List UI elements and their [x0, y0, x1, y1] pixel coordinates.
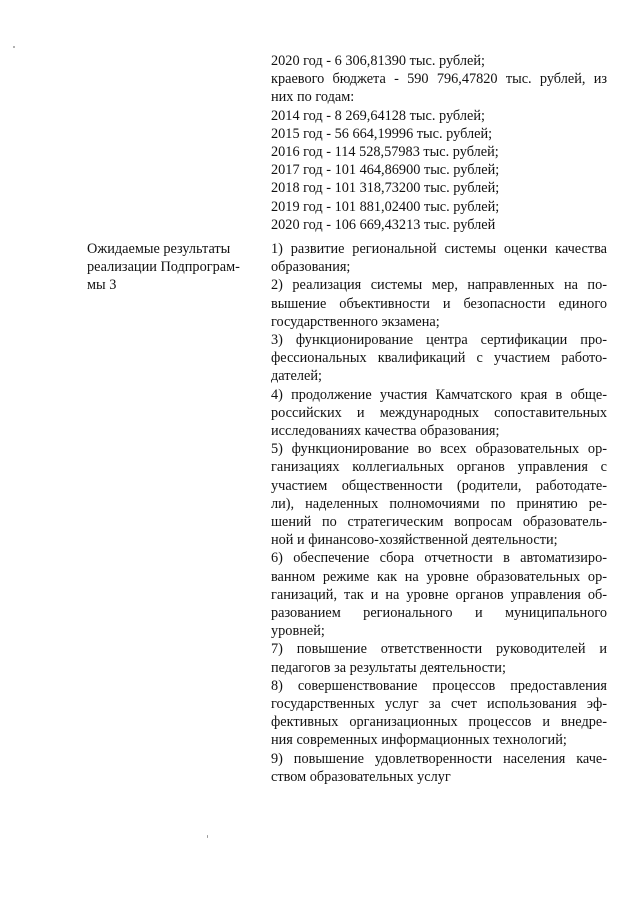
scan-speck: [13, 46, 15, 48]
result-line: ванном режиме как на уровне образовательных ор-: [271, 568, 607, 585]
result-line: государственного экзамена;: [271, 313, 440, 330]
result-line: 9) повышение удовлетворенности населения каче-: [271, 750, 607, 767]
funding-block: [271, 52, 607, 234]
result-line: ной и финансово-хозяйственной деятельности;: [271, 532, 558, 549]
result-line: 2) реализация системы мер, направленных на по-: [271, 277, 607, 294]
result-line: российских и международных сопоставительных: [271, 404, 607, 421]
funding-year-line: 2017 год - 101 464,86900 тыс. рублей;: [271, 162, 500, 179]
section-label: [87, 240, 257, 295]
funding-year-line: 2016 год - 114 528,57983 тыс. рублей;: [271, 144, 499, 161]
result-line: ганизациях коллегиальных органов управления с: [271, 459, 607, 476]
result-line: фессиональных квалификаций с участием работо-: [271, 350, 607, 367]
funding-year-line: 2019 год - 101 881,02400 тыс. рублей;: [271, 198, 500, 215]
result-line: фективных организационных процессов и внедре-: [271, 714, 607, 731]
funding-2020-total: 2020 год - 6 306,81390 тыс. рублей;: [271, 53, 485, 69]
funding-year-line: 2018 год - 101 318,73200 тыс. рублей;: [271, 180, 500, 197]
result-line: 3) функционирование центра сертификации про-: [271, 332, 607, 349]
result-line: 1) развитие региональной системы оценки качества: [271, 241, 607, 257]
funding-year-line: 2020 год - 106 669,43213 тыс. рублей: [271, 216, 496, 233]
result-line: ганизаций, так и на уровне органов управления об-: [271, 586, 607, 603]
result-line: шений по стратегическим вопросам образователь-: [271, 514, 607, 531]
result-line: исследованиях качества образования;: [271, 423, 500, 440]
result-line: ния современных информационных технологий;: [271, 732, 567, 749]
section-label-line: реализации Подпрограм-: [87, 259, 240, 276]
result-line: 5) функционирование во всех образовательных ор-: [271, 441, 607, 458]
result-line: вышение объективности и безопасности единого: [271, 295, 607, 312]
result-line: разованием регионального и муниципального: [271, 605, 607, 622]
result-line: педагогов за результаты деятельности;: [271, 659, 506, 676]
funding-year-line: 2014 год - 8 269,64128 тыс. рублей;: [271, 107, 485, 124]
section-label-line: Ожидаемые результаты: [87, 241, 231, 257]
regional-budget-line: краевого бюджета - 590 796,47820 тыс. рублей, из: [271, 71, 607, 88]
result-line: 8) совершенствование процессов предоставления: [271, 677, 607, 694]
result-line: уровней;: [271, 623, 325, 640]
result-line: 6) обеспечение сбора отчетности в автоматизиро-: [271, 550, 607, 567]
regional-budget-line: них по годам:: [271, 89, 355, 106]
result-line: 4) продолжение участия Камчатского края в обще-: [271, 386, 607, 403]
result-line: образования;: [271, 259, 351, 276]
result-line: участием общественности (родители, работодате-: [271, 477, 607, 494]
funding-year-line: 2015 год - 56 664,19996 тыс. рублей;: [271, 125, 493, 142]
scan-speck: [207, 835, 208, 838]
result-line: государственных услуг за счет использования эф-: [271, 696, 607, 713]
result-line: ством образовательных услуг: [271, 768, 451, 785]
section-label-line: мы 3: [87, 277, 117, 294]
result-line: дателей;: [271, 368, 322, 385]
result-line: 7) повышение ответственности руководителей и: [271, 641, 607, 658]
expected-results-list: [271, 240, 607, 786]
result-line: ли), наделенных полномочиями по принятию ре-: [271, 495, 607, 512]
